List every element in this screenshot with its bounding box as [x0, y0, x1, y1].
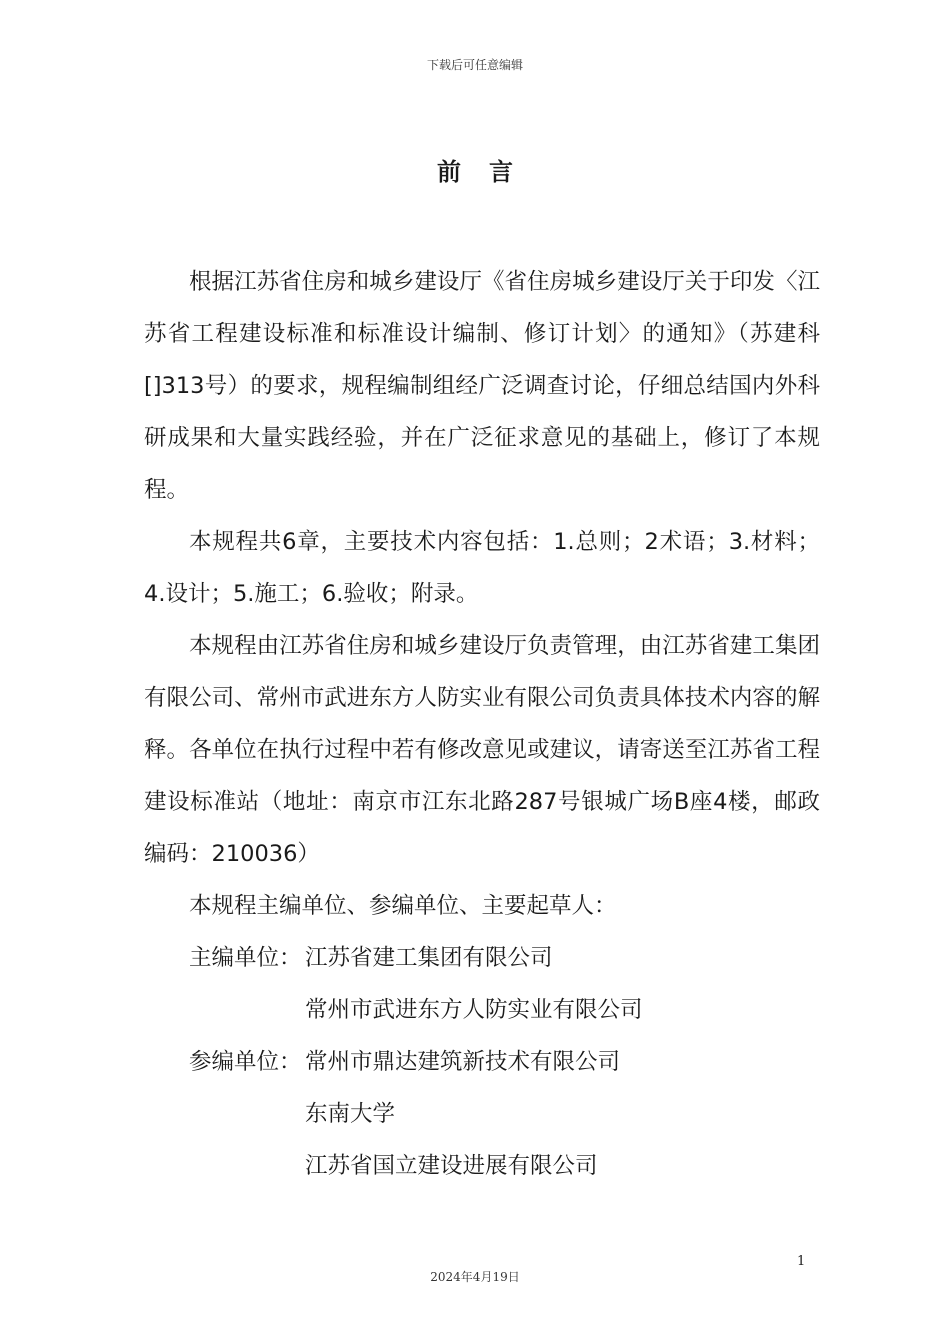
- unit-name: 常州市鼎达建筑新技术有限公司: [305, 1049, 621, 1075]
- unit-row: [144, 1140, 820, 1192]
- unit-label: [189, 1140, 305, 1192]
- paragraph-contents: 本规程共6章，主要技术内容包括：1.总则；2术语；3.材料；4.设计；5.施工；6.验收；附录。: [144, 529, 820, 607]
- paragraph-drafters-intro: 本规程主编单位、参编单位、主要起草人：: [189, 893, 617, 919]
- page-number: 1: [797, 1254, 806, 1269]
- unit-label: 参编单位：: [189, 1049, 302, 1075]
- unit-name: 江苏省国立建设进展有限公司: [305, 1153, 598, 1179]
- unit-row: [144, 932, 820, 984]
- unit-label: [189, 984, 305, 1036]
- unit-row: [144, 984, 820, 1036]
- unit-name: 东南大学: [305, 1101, 396, 1127]
- page-title: 前言: [437, 158, 541, 186]
- paragraph-basis: 根据江苏省住房和城乡建设厅《省住房城乡建设厅关于印发〈江苏省工程建设标准和标准设计编制、修订计划〉的通知》（苏建科[]313号）的要求，规程编制组经广泛调查讨论，仔细总结国内外科研成果和大量实践经验，并在广泛征求意见的基础上，修订了本规程。: [144, 269, 820, 503]
- unit-row: [144, 1036, 820, 1088]
- unit-label: 主编单位：: [189, 945, 302, 971]
- unit-name: 江苏省建工集团有限公司: [305, 945, 553, 971]
- header-note: 下载后可任意编辑: [426, 58, 523, 72]
- paragraph-management: 本规程由江苏省住房和城乡建设厅负责管理，由江苏省建工集团有限公司、常州市武进东方人防实业有限公司负责具体技术内容的解释。各单位在执行过程中若有修改意见或建议，请寄送至江苏省工程建设标准站（地址：南京市江东北路287号银城广场B座4楼，邮政编码：210036）: [144, 633, 820, 867]
- unit-name: 常州市武进东方人防实业有限公司: [305, 997, 643, 1023]
- unit-row: [144, 1088, 820, 1140]
- footer-date: 2024年4月19日: [430, 1270, 520, 1284]
- document-body: [144, 256, 820, 1192]
- unit-label: [189, 1088, 305, 1140]
